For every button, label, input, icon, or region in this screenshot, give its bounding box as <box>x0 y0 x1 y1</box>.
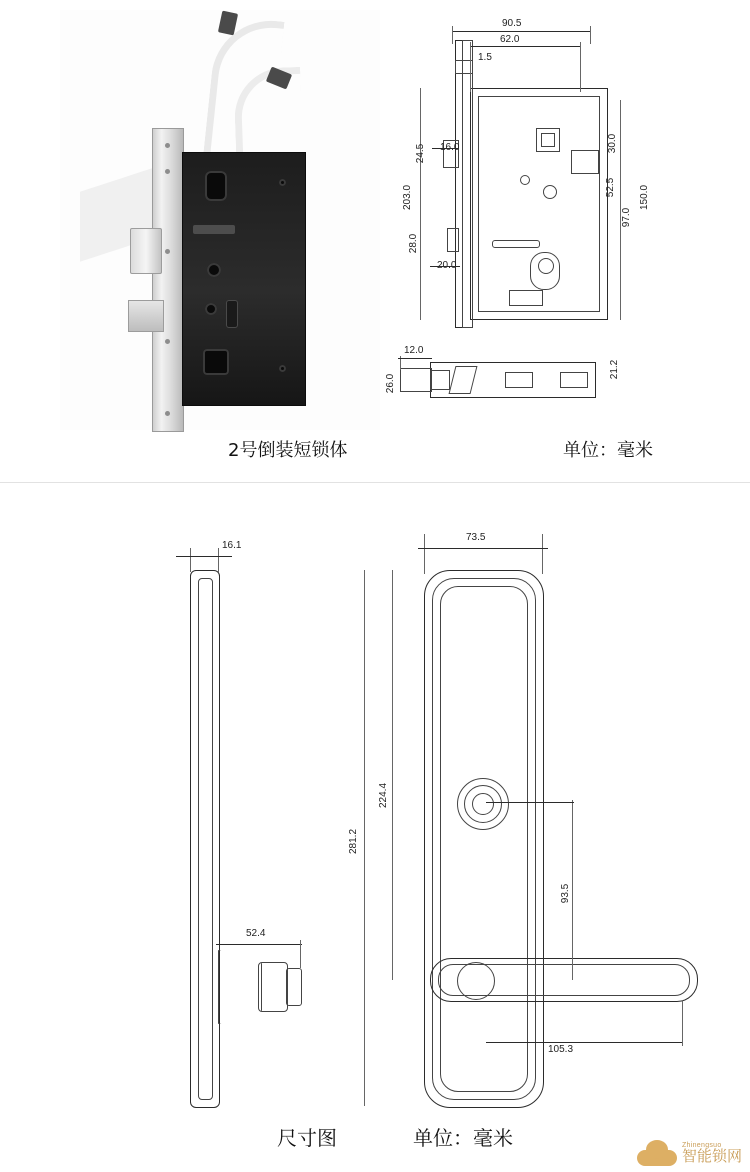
caption-lockbody: 2号倒装短锁体 <box>228 440 348 461</box>
knob-core <box>472 793 494 815</box>
caption-dimension: 尺寸图 <box>277 1126 337 1150</box>
dim-52-5: 52.5 <box>605 177 617 198</box>
screw-hole-b <box>543 185 557 199</box>
ext-line-5 <box>420 88 421 320</box>
dim-224-4: 224.4 <box>378 782 390 809</box>
handle-lever-inner <box>438 964 690 996</box>
lock-faceplate <box>152 128 184 432</box>
dim-73-5: 73.5 <box>466 532 486 543</box>
dim-62: 62.0 <box>500 34 520 45</box>
cylinder-hole-inner <box>538 258 554 274</box>
dim-93-5: 93.5 <box>560 883 572 904</box>
unit-note-top: 单位：毫米 <box>563 440 653 461</box>
handle-neck <box>218 950 262 1024</box>
panel-side-inner <box>198 578 213 1100</box>
dimline-16-1 <box>176 556 232 557</box>
watermark <box>637 1140 742 1166</box>
dim-281-2: 281.2 <box>348 828 360 855</box>
topview-detail-a <box>430 370 450 390</box>
ext-line-2 <box>590 26 591 44</box>
dim-150: 150.0 <box>639 184 651 211</box>
ext-line-16 <box>682 1000 683 1046</box>
ext-line-14 <box>364 570 365 1106</box>
section-divider <box>0 482 750 483</box>
latch-slot <box>492 240 540 248</box>
lockbody-product-photo <box>60 10 380 430</box>
topview-detail-c <box>505 372 533 388</box>
latch-bolt <box>130 228 162 274</box>
handle-end <box>258 962 288 1012</box>
dimline-62 <box>470 46 580 47</box>
dimline-105-3 <box>486 1042 682 1043</box>
cloud-icon <box>637 1140 677 1166</box>
ext-line-11 <box>424 534 425 574</box>
ext-line-13 <box>392 570 393 980</box>
ext-line-10 <box>300 940 301 968</box>
watermark-text <box>682 1142 742 1164</box>
dim-16: 16.0 <box>440 142 460 153</box>
ext-line-8 <box>190 548 191 572</box>
dim-16-1: 16.1 <box>222 540 242 551</box>
detail-rect-bottom <box>509 290 543 306</box>
dim-1-5: 1.5 <box>478 52 492 63</box>
ext-line-9 <box>218 548 219 572</box>
dim-26: 26.0 <box>385 373 397 394</box>
dim-21-2: 21.2 <box>609 359 621 380</box>
dim-28: 28.0 <box>408 233 420 254</box>
topview-detail-d <box>560 372 588 388</box>
watermark-en: Zhinengsuo <box>681 1142 722 1149</box>
ext-line-3 <box>470 42 471 92</box>
dim-24-5: 24.5 <box>415 143 427 164</box>
watermark-cn: 智能锁网 <box>681 1147 742 1165</box>
leader-knob <box>486 802 574 803</box>
dim-12: 12.0 <box>404 345 424 356</box>
dim-105-3: 105.3 <box>548 1044 574 1055</box>
dim-30: 30.0 <box>607 133 619 154</box>
lockbody-faceplate-inner <box>462 40 473 328</box>
dim-52-4: 52.4 <box>246 928 266 939</box>
ext-line-1 <box>452 26 453 44</box>
lock-body-case <box>182 152 306 406</box>
dim-97: 97.0 <box>621 207 633 228</box>
spindle-hole-inner <box>541 133 555 147</box>
detail-rect-right <box>571 150 599 174</box>
dimline-73-5 <box>418 548 548 549</box>
screw-hole-a <box>520 175 530 185</box>
dimline-16 <box>432 148 458 149</box>
topview-faceplate <box>400 368 432 392</box>
dim-20: 20.0 <box>437 260 457 271</box>
ext-line-12 <box>542 534 543 574</box>
panel-front-inner-2 <box>440 586 528 1092</box>
dimline-20 <box>430 266 460 267</box>
dim-90-5: 90.5 <box>502 18 522 29</box>
dimline-12 <box>398 358 432 359</box>
ext-line-4 <box>580 42 581 92</box>
dim-203: 203.0 <box>402 184 414 211</box>
ext-line-15 <box>572 800 573 980</box>
dimline-52-4 <box>216 944 302 945</box>
dead-bolt <box>128 300 164 332</box>
unit-note-bottom: 单位：毫米 <box>413 1126 513 1150</box>
handle-tip <box>286 968 302 1006</box>
dimline-90-5 <box>452 31 590 32</box>
bolt-projection <box>447 228 459 252</box>
